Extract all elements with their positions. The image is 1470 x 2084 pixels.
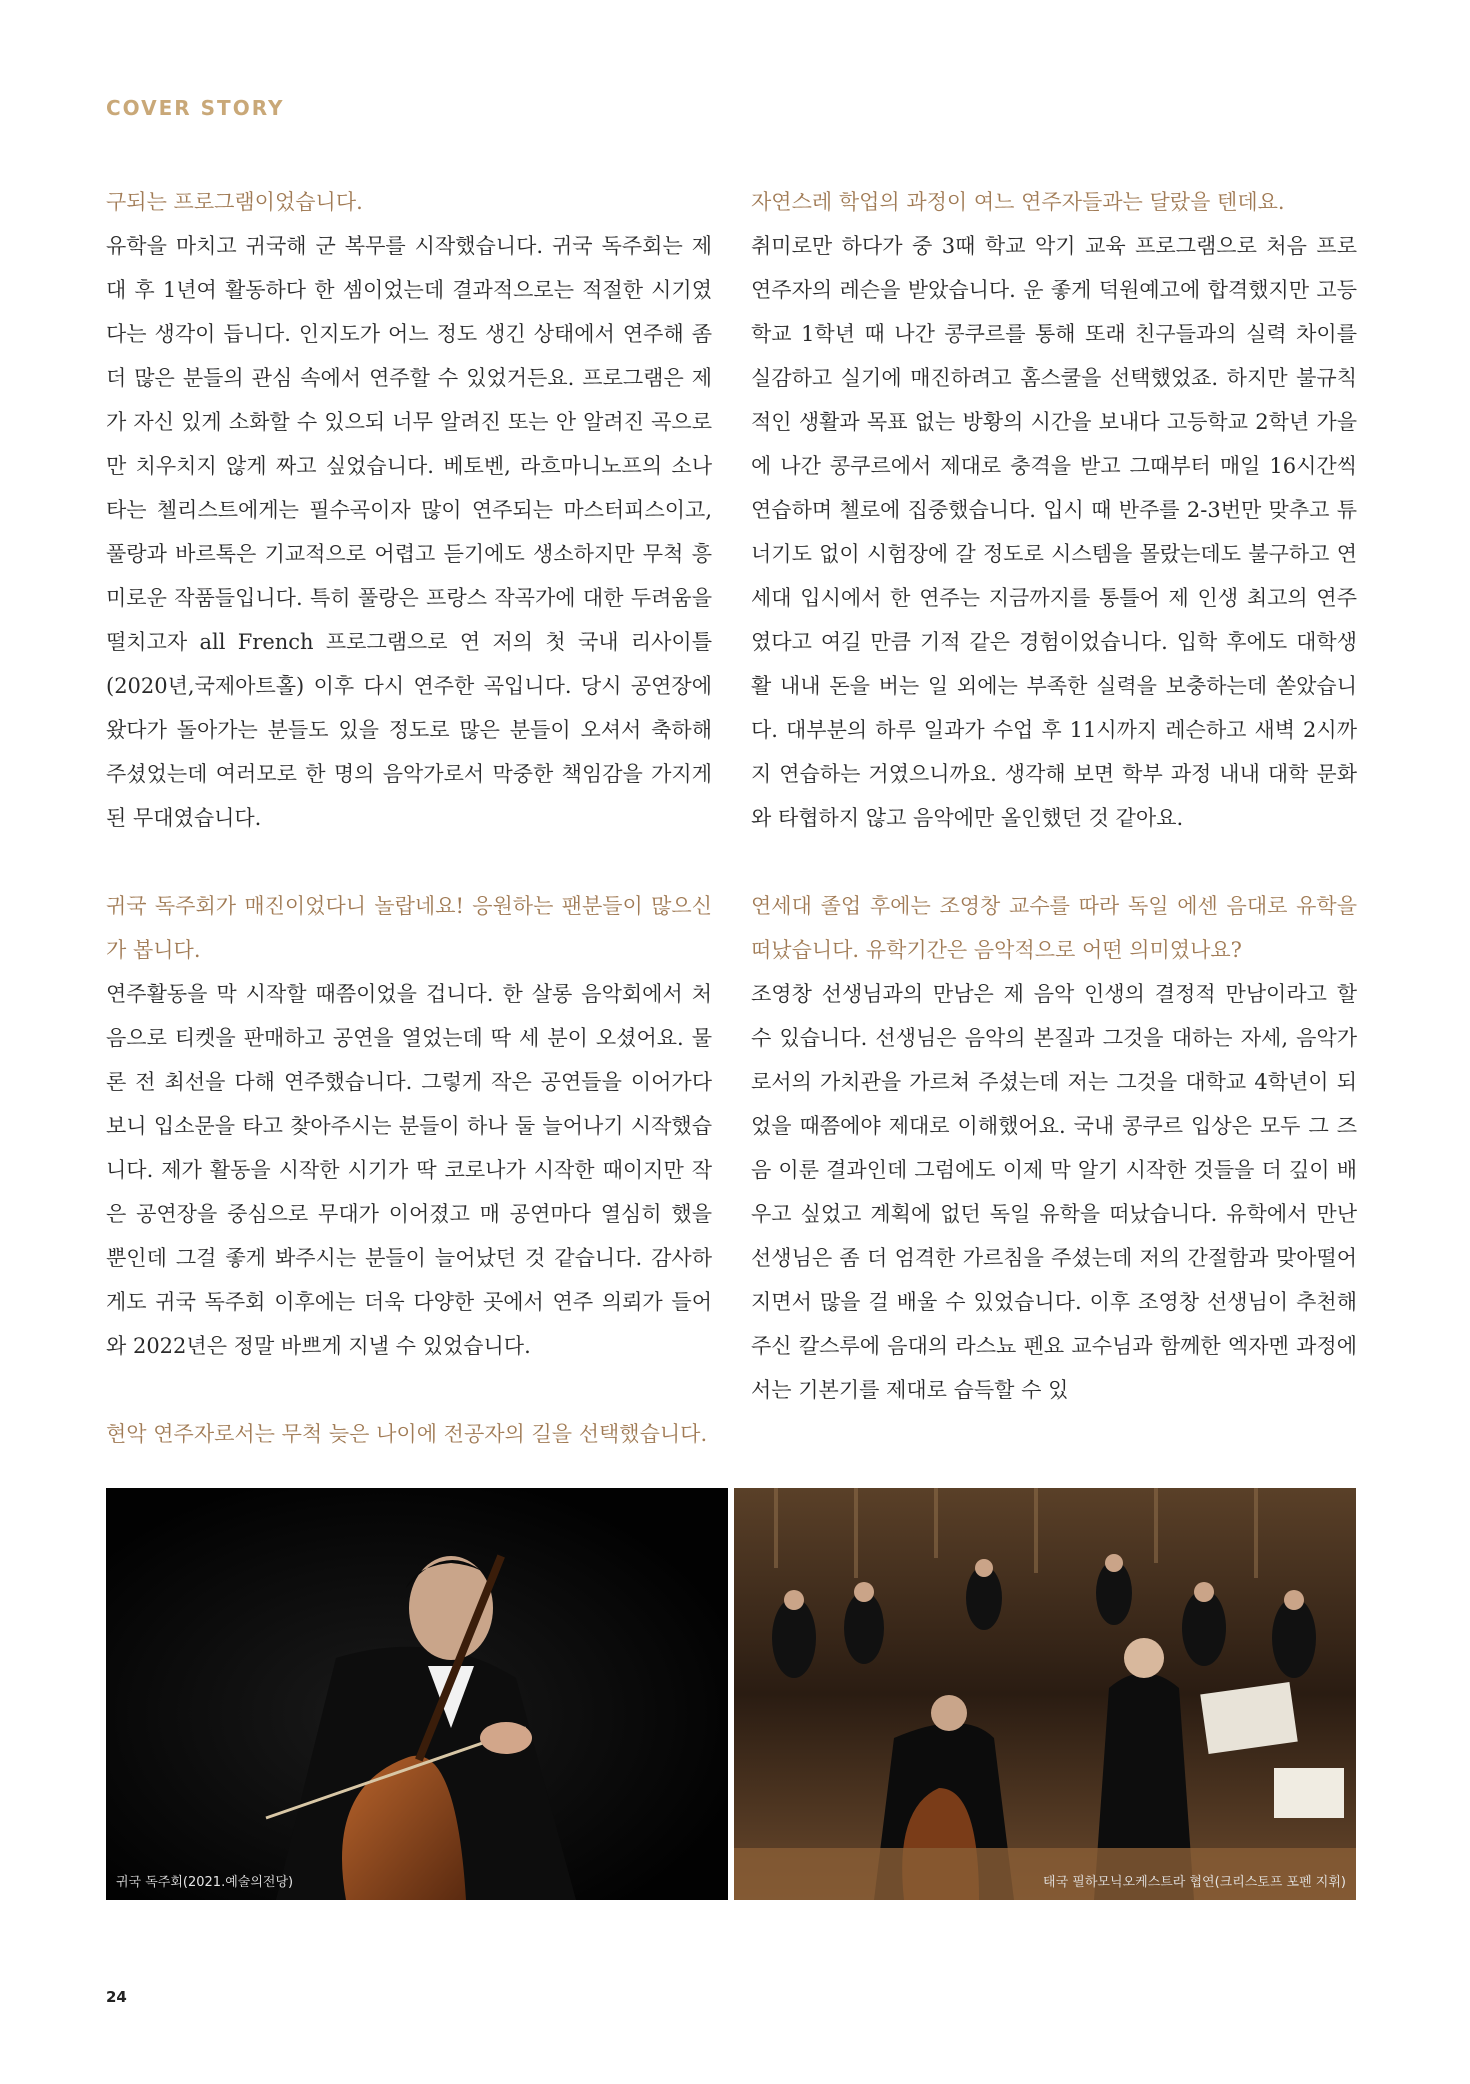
section-tag: COVER STORY [106,96,285,120]
question-text: 귀국 독주회가 매진이었다니 놀랍네요! 응원하는 팬분들이 많으신가 봅니다. [106,894,712,962]
photo-caption: 태국 필하모닉오케스트라 협연(크리스토프 포펜 지휘) [1043,1875,1346,1890]
page-number: 24 [106,1988,127,2006]
question-text: 자연스레 학업의 과정이 여느 연주자들과는 달랐을 텐데요. [751,190,1285,214]
orchestra-concerto-photo [734,1488,1356,1900]
answer-text: 조영창 선생님과의 만남은 제 음악 인생의 결정적 만남이라고 할 수 있습니다. 선생님은 음악의 본질과 그것을 대하는 자세, 음악가로서의 가치관을 가르쳐 주셨는데 저는 그것을 대학교 4학년이 되었을 때쯤에야 제대로 이해했어요. 국내 콩쿠르 입상은 모두 그 즈음 이룬 결과인데 그럼에도 이제 막 알기 시작한 것들을 더 깊이 배우고 싶었고 계획에 없던 독일 유학을 떠났습니다. 유학에서 만난 선생님은 좀 더 엄격한 가르침을 주셨는데 저의 간절함과 맞아떨어지면서 많을 걸 배울 수 있었습니다. 이후 조영창 선생님이 추천해 주신 칼스루에 음대의 라스뇨 펜요 교수님과 함께한 엑자멘 과정에서는 기본기를 제대로 습득할 수 있 [751,982,1357,1402]
answer-text: 취미로만 하다가 중 3때 학교 악기 교육 프로그램으로 처음 프로 연주자의 레슨을 받았습니다. 운 좋게 덕원예고에 합격했지만 고등학교 1학년 때 나간 콩쿠르를 통해 또래 친구들과의 실력 차이를 실감하고 실기에 매진하려고 홈스쿨을 선택했었죠. 하지만 불규칙적인 생활과 목표 없는 방황의 시간을 보내다 고등학교 2학년 가을에 나간 콩쿠르에서 제대로 충격을 받고 그때부터 매일 16시간씩 연습하며 첼로에 집중했습니다. 입시 때 반주를 2-3번만 맞추고 튜너기도 없이 시험장에 갈 정도로 시스템을 몰랐는데도 불구하고 연세대 입시에서 한 연주는 지금까지를 통틀어 제 인생 최고의 연주였다고 여길 만큼 기적 같은 경험이었습니다. 입학 후에도 대학생활 내내 돈을 버는 일 외에는 부족한 실력을 보충하는데 쏟았습니다. 대부분의 하루 일과가 수업 후 11시까지 레슨하고 새벽 2시까지 연습하는 거였으니까요. 생각해 보면 학부 과정 내내 대학 문화와 타협하지 않고 음악에만 올인했던 것 같아요. [751,234,1357,830]
left-column [106,180,712,1456]
cellist-recital-photo [106,1488,728,1900]
question-text: 현악 연주자로서는 무척 늦은 나이에 전공자의 길을 선택했습니다. [106,1422,708,1446]
answer-text: 연주활동을 막 시작할 때쯤이었을 겁니다. 한 살롱 음악회에서 처음으로 티켓을 판매하고 공연을 열었는데 딱 세 분이 오셨어요. 물론 전 최선을 다해 연주했습니다. 그렇게 작은 공연들을 이어가다 보니 입소문을 타고 찾아주시는 분들이 하나 둘 늘어나기 시작했습니다. 제가 활동을 시작한 시기가 딱 코로나가 시작한 때이지만 작은 공연장을 중심으로 무대가 이어졌고 매 공연마다 열심히 했을 뿐인데 그걸 좋게 봐주시는 분들이 늘어났던 것 같습니다. 감사하게도 귀국 독주회 이후에는 더욱 다양한 곳에서 연주 의뢰가 들어와 2022년은 정말 바쁘게 지낼 수 있었습니다. [106,982,712,1358]
answer-text: 유학을 마치고 귀국해 군 복무를 시작했습니다. 귀국 독주회는 제대 후 1년여 활동하다 한 셈이었는데 결과적으로는 적절한 시기였다는 생각이 듭니다. 인지도가 어느 정도 생긴 상태에서 연주해 좀 더 많은 분들의 관심 속에서 연주할 수 있었거든요. 프로그램은 제가 자신 있게 소화할 수 있으되 너무 알려진 또는 안 알려진 곡으로만 치우치지 않게 짜고 싶었습니다. 베토벤, 라흐마니노프의 소나타는 첼리스트에게는 필수곡이자 많이 연주되는 마스터피스이고, 풀랑과 바르톡은 기교적으로 어렵고 듣기에도 생소하지만 무척 흥미로운 작품들입니다. 특히 풀랑은 프랑스 작곡가에 대한 두려움을 떨치고자 all French 프로그램으로 연 저의 첫 국내 리사이틀(2020년,국제아트홀) 이후 다시 연주한 곡입니다. 당시 공연장에 왔다가 돌아가는 분들도 있을 정도로 많은 분들이 오셔서 축하해 주셨었는데 여러모로 한 명의 음악가로서 막중한 책임감을 가지게 된 무대였습니다. [106,234,712,830]
cellist-illustration [106,1488,728,1900]
right-column [751,180,1357,1412]
question-text: 구되는 프로그램이었습니다. [106,190,363,214]
orchestra-illustration [734,1488,1356,1900]
photo-caption: 귀국 독주회(2021.예술의전당) [116,1875,294,1890]
question-text: 연세대 졸업 후에는 조영창 교수를 따라 독일 에센 음대로 유학을 떠났습니다. 유학기간은 음악적으로 어떤 의미였나요? [751,894,1357,962]
